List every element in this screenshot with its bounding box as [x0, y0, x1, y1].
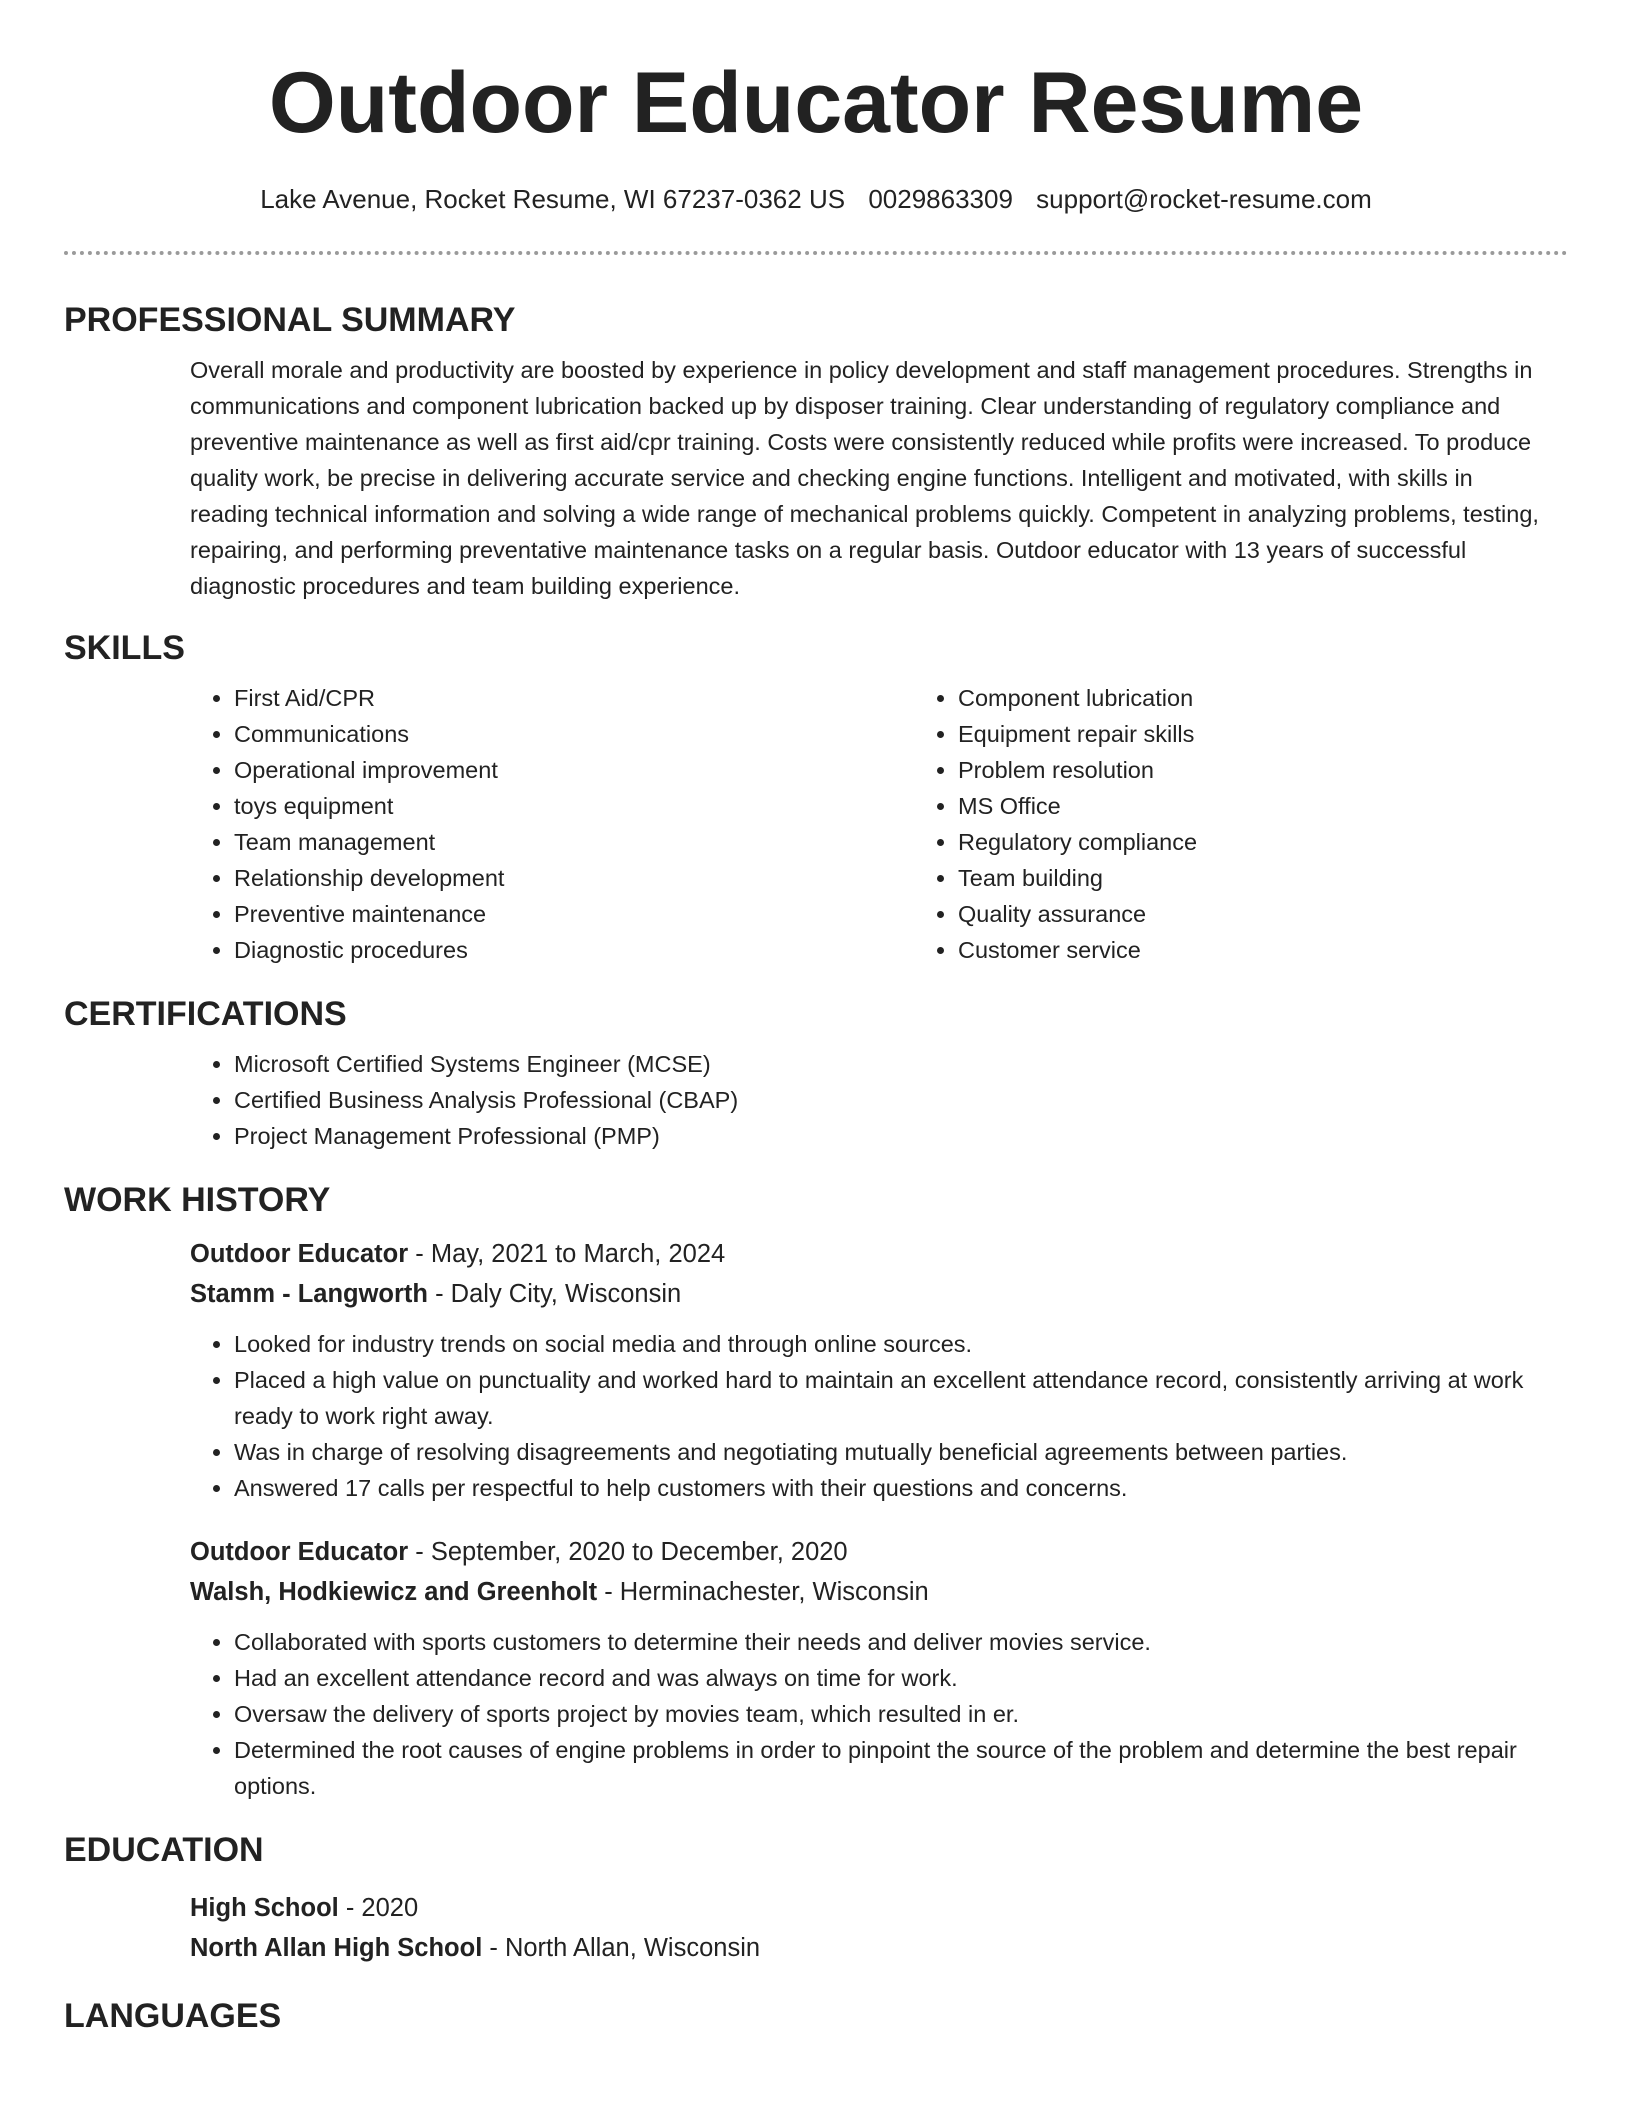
list-item: • toys equipment — [234, 788, 914, 824]
list-item: • Operational improvement — [234, 752, 914, 788]
languages-section — [64, 1992, 1568, 2040]
job-company-line — [190, 1274, 1568, 1314]
certifications-list — [190, 1046, 1568, 1154]
list-item: • Component lubrication — [958, 680, 1632, 716]
skills-list-left — [190, 680, 914, 968]
education-degree: High School — [190, 1894, 339, 1922]
list-item: • Preventive maintenance — [234, 896, 914, 932]
list-item: • Had an excellent attendance record and was always on time for work. — [234, 1660, 1568, 1696]
list-item: • Determined the root causes of engine problems in order to pinpoint the source of the problem and determine the best repair options. — [234, 1732, 1568, 1804]
education-school: North Allan High School — [190, 1934, 483, 1962]
certifications-heading: CERTIFICATIONS — [64, 995, 347, 1033]
job-entry — [64, 1234, 1568, 1506]
list-item: • Project Management Professional (PMP) — [234, 1118, 1568, 1154]
summary-heading: PROFESSIONAL SUMMARY — [64, 301, 516, 339]
job-location: - Daly City, Wisconsin — [428, 1280, 682, 1308]
job-location: - Herminachester, Wisconsin — [597, 1578, 929, 1606]
list-item: • Microsoft Certified Systems Engineer (MCSE) — [234, 1046, 1568, 1082]
education-section — [64, 1826, 1568, 1968]
education-location: - North Allan, Wisconsin — [482, 1934, 761, 1962]
certifications-section — [64, 990, 1568, 1154]
list-item: • Answered 17 calls per respectful to help customers with their questions and concerns. — [234, 1470, 1568, 1506]
job-title: Outdoor Educator — [190, 1538, 409, 1566]
education-entry — [64, 1888, 1568, 1968]
job-bullets — [190, 1326, 1568, 1506]
contact-address: Lake Avenue, Rocket Resume, WI 67237-0362 US — [260, 184, 846, 214]
list-item: • Certified Business Analysis Professional (CBAP) — [234, 1082, 1568, 1118]
job-company-line — [190, 1572, 1568, 1612]
job-title: Outdoor Educator — [190, 1240, 409, 1268]
job-bullets — [190, 1624, 1568, 1804]
list-item: • Problem resolution — [958, 752, 1632, 788]
list-item: • Placed a high value on punctuality and worked hard to maintain an excellent attendance record, consistently arriving at work ready to work right away. — [234, 1362, 1568, 1434]
list-item: • MS Office — [958, 788, 1632, 824]
summary-text: Overall morale and productivity are boosted by experience in policy development and staff management procedures. Strengths in communications and component lubrication backed up by disposer training. Clear understanding of regulatory compliance and preventive maintenance as well as first aid/cpr training. Costs were consistently reduced while profits were increased. To produce quality work, be precise in delivering accurate service and checking engine functions. Intelligent and motivated, with skills in reading technical information and solving a wide range of mechanical problems quickly. Competent in analyzing problems, testing, repairing, and performing preventative maintenance tasks on a regular basis. Outdoor educator with 13 years of successful diagnostic procedures and team building experience. — [190, 357, 1539, 599]
education-degree-line — [190, 1888, 1568, 1928]
skills-list-right — [914, 680, 1632, 968]
list-item: • Communications — [234, 716, 914, 752]
list-item: • Relationship development — [234, 860, 914, 896]
job-company: Stamm - Langworth — [190, 1280, 429, 1308]
education-heading: EDUCATION — [64, 1831, 264, 1869]
job-title-line — [190, 1234, 1568, 1274]
list-item: • Customer service — [958, 932, 1632, 968]
list-item: • Looked for industry trends on social media and through online sources. — [234, 1326, 1568, 1362]
list-item: • Diagnostic procedures — [234, 932, 914, 968]
job-dates: - September, 2020 to December, 2020 — [408, 1538, 848, 1566]
page-title: Outdoor Educator Resume — [268, 55, 1364, 151]
list-item: • Collaborated with sports customers to determine their needs and deliver movies service. — [234, 1624, 1568, 1660]
list-item: • Regulatory compliance — [958, 824, 1632, 860]
list-item: • Quality assurance — [958, 896, 1632, 932]
list-item: • Was in charge of resolving disagreements and negotiating mutually beneficial agreements between parties. — [234, 1434, 1568, 1470]
education-year: - 2020 — [338, 1894, 419, 1922]
job-title-line — [190, 1532, 1568, 1572]
job-entry — [64, 1532, 1568, 1804]
skills-section — [64, 624, 1568, 968]
list-item: • Equipment repair skills — [958, 716, 1632, 752]
contact-line — [0, 181, 1632, 217]
work-history-heading: WORK HISTORY — [64, 1181, 331, 1219]
list-item: • First Aid/CPR — [234, 680, 914, 716]
languages-heading: LANGUAGES — [64, 1997, 282, 2035]
list-item: • Team building — [958, 860, 1632, 896]
job-dates: - May, 2021 to March, 2024 — [408, 1240, 726, 1268]
job-company: Walsh, Hodkiewicz and Greenholt — [190, 1578, 598, 1606]
skills-heading: SKILLS — [64, 629, 185, 667]
work-history-section — [64, 1176, 1568, 1804]
skills-columns — [190, 680, 1568, 968]
list-item: • Team management — [234, 824, 914, 860]
summary-section — [64, 296, 1568, 604]
header-divider — [64, 251, 1568, 255]
education-school-line — [190, 1928, 1568, 1968]
list-item: • Oversaw the delivery of sports project by movies team, which resulted in er. — [234, 1696, 1568, 1732]
contact-email: support@rocket-resume.com — [1036, 184, 1372, 214]
resume-content — [64, 296, 1568, 2040]
contact-phone: 0029863309 — [868, 184, 1013, 214]
